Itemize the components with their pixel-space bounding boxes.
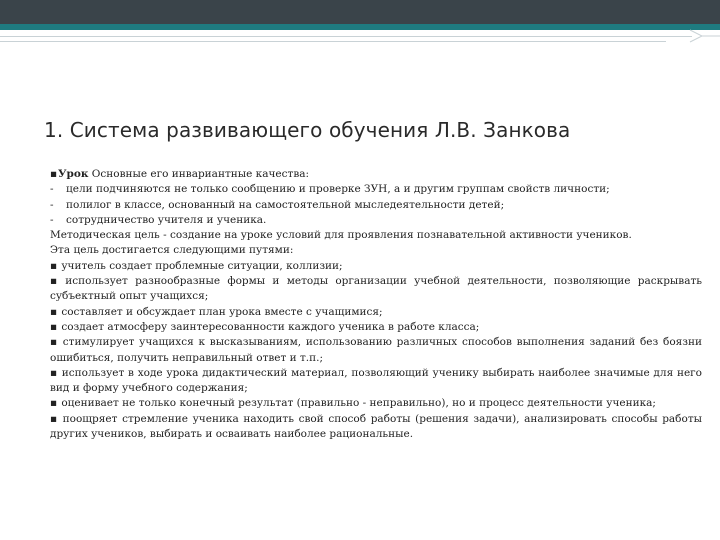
- bullet-icon: ▪: [50, 397, 58, 410]
- list-item-text: оценивает не только конечный результат (правильно - неправильно), но и процесс деятельности ученика;: [61, 397, 656, 410]
- chevron-decoration-icon: [686, 28, 720, 46]
- list-item-text: использует в ходе урока дидактический материал, позволяющий ученику выбирать наиболее значимые для него вид и форму учебного содержания;: [50, 366, 702, 395]
- lesson-line: [50, 167, 702, 182]
- top-bar: [0, 0, 720, 24]
- dash-item: [50, 213, 702, 228]
- bullet-icon: ▪: [50, 320, 58, 333]
- dash-item-text: цели подчиняются не только сообщению и проверке ЗУН, а и другим группам свойств личности;: [66, 183, 610, 196]
- dash-item: [50, 198, 702, 213]
- list-item: [50, 366, 702, 397]
- list-item-text: учитель создает проблемные ситуации, коллизии;: [61, 259, 343, 272]
- lesson-intro: Основные его инвариантные качества:: [88, 168, 310, 180]
- dash-item-text: полилог в классе, основанный на самостоятельной мыследеятельности детей;: [66, 198, 505, 211]
- bullet-icon: ▪: [50, 336, 58, 349]
- list-item: [50, 412, 702, 443]
- dash-icon: -: [50, 213, 54, 226]
- dash-icon: -: [50, 198, 54, 211]
- bullet-icon: ▪: [50, 305, 58, 318]
- list-item-text: создает атмосферу заинтересованности каждого ученика в работе класса;: [61, 320, 480, 333]
- lesson-label: Урок: [58, 168, 89, 180]
- ways-line: Эта цель достигается следующими путями:: [50, 244, 294, 257]
- accent-stripe: [0, 24, 720, 30]
- list-item-text: использует разнообразные формы и методы организации учебной деятельности, позволяющие раскрывать субъектный опыт учащихся;: [50, 275, 702, 303]
- decorative-line: [0, 41, 666, 42]
- dash-icon: -: [50, 183, 54, 196]
- bullet-icon: ▪: [50, 412, 58, 425]
- bullet-icon: ▪: [50, 168, 58, 180]
- list-item-text: составляет и обсуждает план урока вместе с учащимися;: [61, 305, 383, 318]
- decorative-line: [0, 36, 692, 37]
- list-item-text: поощряет стремление ученика находить свой способ работы (решения задачи), анализировать способы работы других учеников, выбирать и осваивать наиболее рациональные.: [50, 412, 702, 441]
- list-item-text: стимулирует учащихся к высказываниям, использованию различных способов выполнения заданий без боязни ошибиться, получить неправильный ответ и т.п.;: [50, 336, 702, 364]
- list-item: [50, 259, 702, 274]
- goal-line: Методическая цель - создание на уроке условий для проявления познавательной активности учеников.: [50, 229, 632, 242]
- list-item: [50, 335, 702, 366]
- dash-item: [50, 182, 702, 197]
- dash-item-text: сотрудничество учителя и ученика.: [66, 213, 267, 226]
- bullet-icon: ▪: [50, 275, 58, 288]
- list-item: [50, 396, 702, 411]
- slide-content: [50, 167, 702, 442]
- bullet-icon: ▪: [50, 366, 58, 379]
- slide-title: 1. Система развивающего обучения Л.В. Занкова: [44, 118, 571, 142]
- list-item: [50, 274, 702, 305]
- list-item: [50, 320, 702, 335]
- bullet-icon: ▪: [50, 259, 58, 272]
- list-item: [50, 305, 702, 320]
